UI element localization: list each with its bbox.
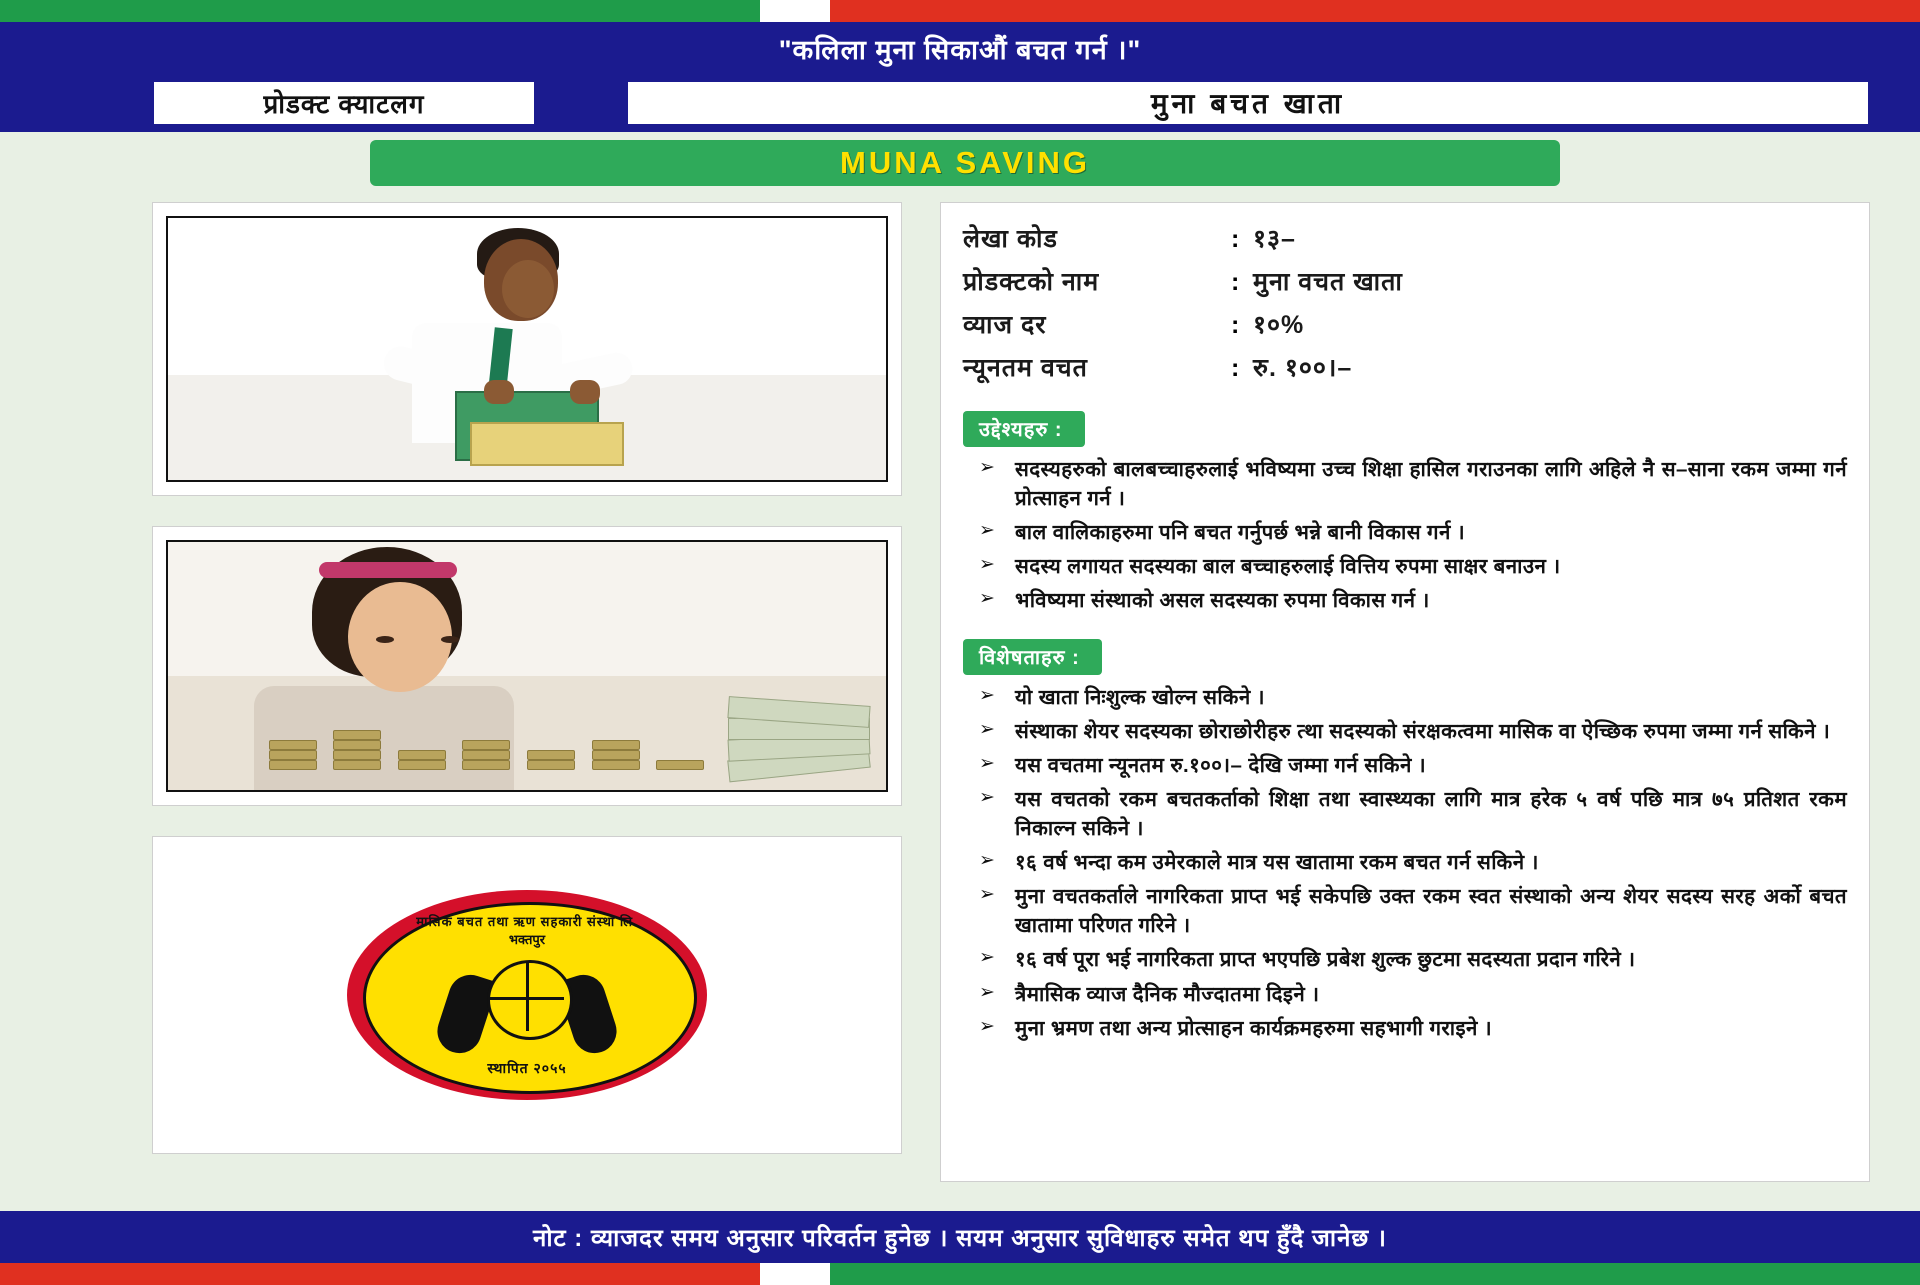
arrow-bullet-icon: ➢ <box>979 1015 995 1037</box>
list-item <box>963 717 1847 746</box>
stripe-segment-red <box>0 1263 760 1285</box>
detail-value: १०% <box>1253 311 1305 339</box>
header-row <box>0 74 1920 132</box>
list-item-text: यो खाता निःशुल्क खोल्न सकिने । <box>1015 685 1265 709</box>
list-item-text: त्रैमासिक व्याज दैनिक मौज्दातमा दिइने । <box>1015 982 1320 1006</box>
top-decorative-stripe <box>0 0 1920 22</box>
stripe-segment-white <box>760 1263 830 1285</box>
stripe-segment-green <box>830 1263 1920 1285</box>
arrow-bullet-icon: ➢ <box>979 981 995 1003</box>
list-item <box>963 455 1847 513</box>
arrow-bullet-icon: ➢ <box>979 457 995 478</box>
detail-value: रु. १००।– <box>1253 354 1353 382</box>
logo-bottom-text: स्थापित २०५५ <box>487 1060 567 1076</box>
arrow-bullet-icon: ➢ <box>979 786 995 808</box>
list-item-text: बाल वालिकाहरुमा पनि बचत गर्नुपर्छ भन्ने बानी विकास गर्न । <box>1015 521 1466 545</box>
list-item-text: यस वचतमा न्यूनतम रु.१००।– देखि जम्मा गर्न सकिने । <box>1015 753 1426 777</box>
list-item <box>963 518 1847 547</box>
list-item-text: सदस्य लगायत सदस्यका बाल बच्चाहरुलाई वित्तिय रुपमा साक्षर बनाउन । <box>1015 555 1561 579</box>
list-item <box>963 683 1847 712</box>
detail-separator: : <box>1231 311 1240 339</box>
list-item-text: यस वचतको रकम बचतकर्ताको शिक्षा तथा स्वास्थ्यका लागि मात्र हरेक ५ वर्ष पछि मात्र ७५ प्रतिशत रकम निकाल्न सकिने । <box>1015 787 1847 840</box>
objectives-list <box>963 455 1847 616</box>
arrow-bullet-icon: ➢ <box>979 947 995 969</box>
list-item-text: संस्थाका शेयर सदस्यका छोराछोरीहरु त्था सदस्यको संरक्षकत्वमा मासिक वा ऐच्छिक रुपमा जम्मा गर्न सकिने । <box>1015 719 1831 743</box>
detail-key: न्यूनतम वचत <box>963 354 1088 382</box>
product-banner <box>370 140 1560 186</box>
list-item <box>963 945 1847 974</box>
tagline-text: "कलिला मुना सिकाऔं बचत गर्न ।" <box>778 34 1142 65</box>
arrow-bullet-icon: ➢ <box>979 684 995 706</box>
tagline-bar <box>0 22 1920 74</box>
list-item-text: १६ वर्ष पूरा भई नागरिकता प्राप्त भएपछि प्रबेश शुल्क छुटमा सदस्यता प्रदान गरिने । <box>1015 948 1636 972</box>
list-item <box>963 1014 1847 1043</box>
list-item <box>963 980 1847 1009</box>
bottom-decorative-stripe <box>0 1263 1920 1285</box>
photo-child-saving <box>166 216 888 482</box>
objectives-section-label: उद्देश्यहरु : <box>963 411 1085 447</box>
product-details-panel <box>940 202 1870 1182</box>
arrow-bullet-icon: ➢ <box>979 884 995 906</box>
list-item <box>963 785 1847 843</box>
detail-separator: : <box>1231 354 1240 382</box>
arrow-bullet-icon: ➢ <box>979 588 995 610</box>
detail-value: १३– <box>1253 225 1296 253</box>
features-section-label: विशेषताहरु : <box>963 639 1102 675</box>
footer-note-text: नोट : व्याजदर समय अनुसार परिवर्तन हुनेछ । सयम अनुसार सुविधाहरु समेत थप हुँदै जानेछ । <box>533 1224 1387 1252</box>
photo-card-2 <box>152 526 902 806</box>
arrow-bullet-icon: ➢ <box>979 554 995 576</box>
arrow-bullet-icon: ➢ <box>979 520 995 542</box>
list-item <box>963 552 1847 581</box>
arrow-bullet-icon: ➢ <box>979 718 995 740</box>
list-item-text: १६ वर्ष भन्दा कम उमेरकाले मात्र यस खातामा रकम बचत गर्न सकिने । <box>1015 851 1539 875</box>
list-item-text: भविष्यमा संस्थाको असल सदस्यका रुपमा विकास गर्न । <box>1015 589 1430 613</box>
logo-top-text: मासिक बचत तथा ऋण सहकारी संस्था लि. <box>416 914 638 929</box>
arrow-bullet-icon: ➢ <box>979 850 995 872</box>
banner-text: MUNA SAVING <box>840 145 1090 180</box>
features-list <box>963 683 1847 1043</box>
detail-key: व्याज दर <box>963 311 1047 339</box>
detail-row <box>963 264 1847 298</box>
stripe-segment-red <box>830 0 1920 22</box>
footer-note-bar <box>0 1211 1920 1263</box>
list-item <box>963 751 1847 780</box>
detail-row <box>963 350 1847 384</box>
catalog-label-box: प्रोडक्ट क्याटलग <box>152 80 536 126</box>
detail-row <box>963 221 1847 255</box>
stripe-segment-white <box>760 0 830 22</box>
list-item-text: सदस्यहरुको बालबच्चाहरुलाई भविष्यमा उच्च शिक्षा हासिल गराउनका लागि अहिले नै स–साना रकम जम्मा गर्न प्रोत्साहन गर्न । <box>1015 458 1847 511</box>
list-item <box>963 848 1847 877</box>
photo-card-1 <box>152 202 902 496</box>
logo-card <box>152 836 902 1154</box>
arrow-bullet-icon: ➢ <box>979 752 995 774</box>
stripe-segment-green <box>0 0 760 22</box>
detail-separator: : <box>1231 225 1240 253</box>
detail-key: प्रोडक्टको नाम <box>963 268 1100 296</box>
list-item-text: मुना वचतकर्ताले नागरिकता प्राप्त भई सकेपछि उक्त रकम स्वत संस्थाको अन्य शेयर सदस्य सरह अर्को बचत खातामा परिणत गरिने । <box>1015 885 1847 938</box>
photo-girl-coins <box>166 540 888 792</box>
left-image-column <box>152 202 902 1184</box>
detail-value: मुना वचत खाता <box>1253 268 1403 296</box>
logo-middle-text: भक्तपुर <box>508 932 546 947</box>
list-item <box>963 586 1847 615</box>
product-title-box: मुना बचत खाता <box>626 80 1870 126</box>
globe-icon <box>487 960 573 1040</box>
detail-key: लेखा कोड <box>963 225 1058 253</box>
cooperative-logo <box>347 890 707 1100</box>
list-item-text: मुना भ्रमण तथा अन्य प्रोत्साहन कार्यक्रमहरुमा सहभागी गराइने । <box>1015 1016 1492 1040</box>
list-item <box>963 882 1847 940</box>
detail-row <box>963 307 1847 341</box>
detail-separator: : <box>1231 268 1240 296</box>
